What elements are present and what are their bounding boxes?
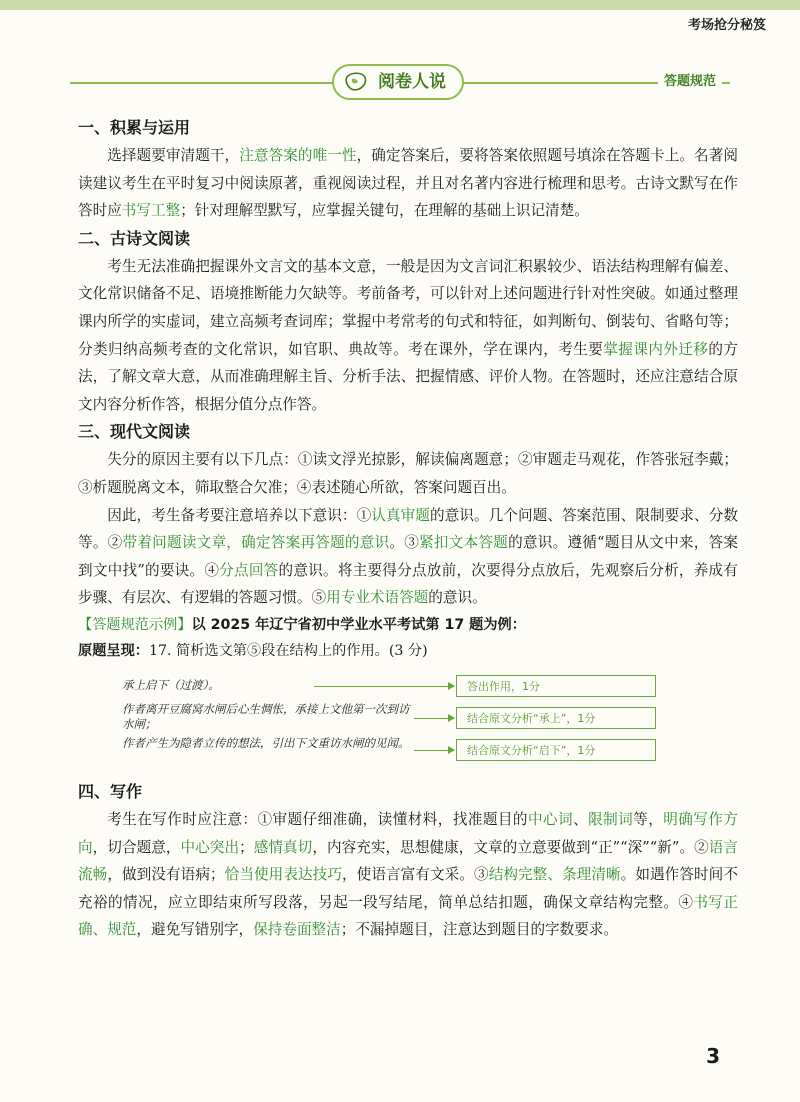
page-number: 3 [706,1044,720,1068]
sample-answer-annotation [78,670,738,770]
paragraph: 失分的原因主要有以下几点：①读文浮光掠影，解读偏离题意；②审题走马观花，作答张冠李戴；③析题脱离文本，筛取整合欠准；④表述随心所欲，答案问题百出。 [78,451,738,496]
paragraph: 因此，考生备考要注意培养以下意识：①认真审题的意识。几个问题、答案范围、限制要求、分数等。②带着问题读文章，确定答案再答题的意识。③紧扣文本答题的意识。遵循“题目从文中来，答案到文中找”的要诀。④分点回答的意识。将主要得分点放前，次要得分点放后，先观察后分析，养成有步骤、有层次、有逻辑的答题习惯。⑤用专业术语答题的意识。 [78,506,738,607]
example-question: 原题呈现：17. 简析选文第⑤段在结构上的作用。(3 分) [78,642,428,659]
section-banner [70,64,730,100]
paragraph: 考生无法准确把握课外文言文的基本文意，一般是因为文言词汇积累较少、语法结构理解有偏差、文化常识储备不足、语境推断能力欠缺等。考前备考，可以针对上述问题进行针对性突破。如通过整理课内所学的实虚词，建立高频考查词库；掌握中考常考的句式和特征，如判断句、倒装句、省略句等；分类归纳高频考查的文化常识，如官职、典故等。考在课外，学在课内，考生要掌握课内外迁移的方法，了解文章大意，从而准确理解主旨、分析手法、把握情感、评价人物。在答题时，还应注意结合原文内容分析作答，根据分值分点作答。 [78,257,738,413]
paragraph: 考生在写作时应注意：①审题仔细准确，读懂材料，找准题目的中心词、限制词等，明确写作方向，切合题意，中心突出；感情真切，内容充实，思想健康，文章的立意要做到“正”“深”“新”。②语言流畅，做到没有语病；恰当使用表达技巧，使语言富有文采。③结构完整、条理清晰。如遇作答时间不充裕的情况，应立即结束所写段落，另起一段写结尾，简单总结扣题，确保文章结构完整。④书写正确、规范，避免写错别字，保持卷面整洁；不漏掉题目，注意达到题目的字数要求。 [78,810,738,939]
annotation-note: 答出作用，1分 [456,675,656,697]
annotation-arrow [414,718,454,719]
section-heading-3: 三、现代文阅读 [78,422,191,442]
section-heading-2: 二、古诗文阅读 [78,228,191,248]
example-intro: 【答题规范示例】以 2025 年辽宁省初中学业水平考试第 17 题为例： [78,616,526,633]
handwritten-answer: 作者离开豆腐窝水闸后心生惆怅，承接上文他第一次到访水闸； [122,701,410,731]
annotation-note: 结合原文分析“启下”，1分 [456,739,656,761]
banner-pill [332,64,464,100]
annotation-arrow [414,750,454,751]
map-icon [344,71,368,93]
top-color-bar [0,0,800,10]
annotation-note: 结合原文分析“承上”，1分 [456,707,656,729]
section-heading-4: 四、写作 [78,781,143,801]
banner-right-label: 答题规范 [658,70,722,89]
banner-title: 阅卷人说 [378,72,446,92]
paragraph: 选择题要审清题干，注意答案的唯一性，确定答案后，要将答案依照题号填涂在答题卡上。名著阅读建议考生在平时复习中阅读原著，重视阅读过程，并且对名著内容进行梳理和思考。古诗文默写在作答时应书写工整；针对理解型默写，应掌握关键句，在理解的基础上识记清楚。 [78,147,738,220]
header-title: 考场抢分秘笈 [687,18,766,33]
handwritten-answer: 作者产生为隐者立传的想法，引出下文重访水闸的见闻。 [122,735,410,750]
section-heading-1: 一、积累与运用 [78,118,191,137]
handwritten-answer: 承上启下（过渡）。 [122,677,220,692]
annotation-arrow [314,686,454,687]
main-content [78,114,738,944]
